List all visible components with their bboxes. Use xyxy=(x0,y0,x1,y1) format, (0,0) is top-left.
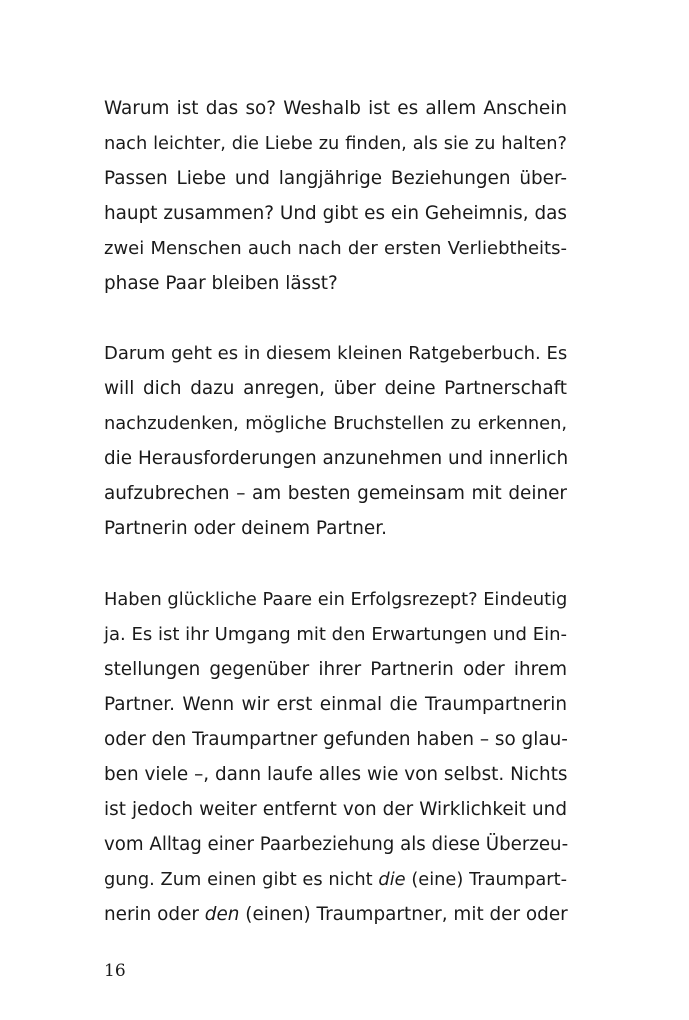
text-line: nach leichter, die Liebe zu finden, als sie zu halten? xyxy=(104,133,567,154)
text-line: zwei Menschen auch nach der ersten Verliebtheits- xyxy=(104,238,567,259)
text-line: die Herausforderungen anzunehmen und innerlich xyxy=(104,448,569,469)
page-number: 16 xyxy=(104,961,126,981)
text-line: aufzubrechen – am besten gemeinsam mit deiner xyxy=(104,483,567,504)
text-line: Darum geht es in diesem kleinen Ratgeberbuch. Es xyxy=(104,343,568,364)
text-line: will dich dazu anregen, über deine Partnerschaft xyxy=(104,378,567,399)
text-segment: (eine) Traumpart- xyxy=(405,869,567,890)
emphasized-word: den xyxy=(204,904,240,925)
text-line: vom Alltag einer Paarbeziehung als diese Überzeu- xyxy=(104,834,569,855)
text-line: phase Paar bleiben lässt? xyxy=(104,273,338,294)
text-segment: gung. Zum einen gibt es nicht xyxy=(104,869,379,890)
text-line: ist jedoch weiter entfernt von der Wirklichkeit und xyxy=(104,799,567,820)
text-segment: nerin oder xyxy=(104,904,205,925)
text-line: Passen Liebe und langjährige Beziehungen über- xyxy=(104,168,567,189)
text-line: oder den Traumpartner gefunden haben – so glau- xyxy=(104,729,568,750)
text-segment: (einen) Traumpartner, mit der oder xyxy=(239,904,568,925)
text-line: Partnerin oder deinem Partner. xyxy=(104,518,387,539)
text-line: haupt zusammen? Und gibt es ein Geheimnis, das xyxy=(104,203,567,224)
text-line: ja. Es ist ihr Umgang mit den Erwartungen und Ein- xyxy=(104,624,567,645)
emphasized-word: die xyxy=(378,869,406,890)
text-line: Partner. Wenn wir erst einmal die Traumpartnerin xyxy=(104,694,567,715)
text-line-with-emphasis xyxy=(104,862,567,898)
text-line-with-emphasis xyxy=(104,897,567,933)
text-line: stellungen gegenüber ihrer Partnerin oder ihrem xyxy=(104,659,567,680)
text-line: ben viele –, dann laufe alles wie von selbst. Nichts xyxy=(104,764,568,785)
text-line: Warum ist das so? Weshalb ist es allem Anschein xyxy=(104,98,567,119)
text-line: Haben glückliche Paare ein Erfolgsrezept? Eindeutig xyxy=(104,589,568,610)
text-line: nachzudenken, mögliche Bruchstellen zu erkennen, xyxy=(104,413,567,434)
